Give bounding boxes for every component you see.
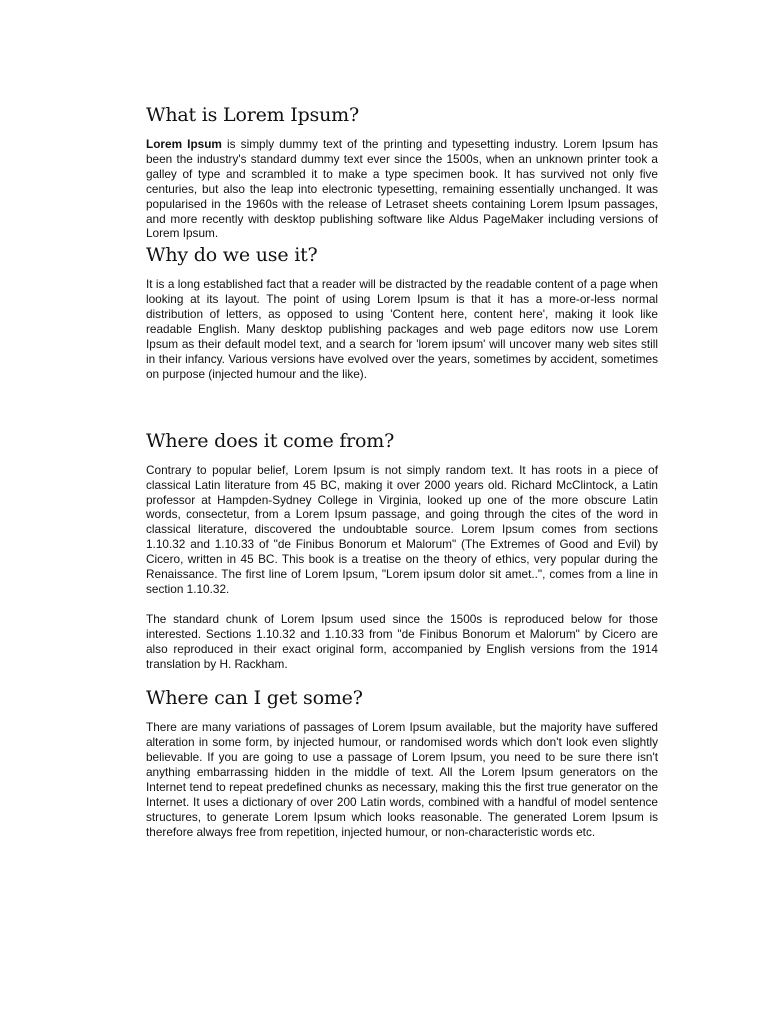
section-heading: Where can I get some? xyxy=(146,687,363,710)
section-paragraph: It is a long established fact that a reader will be distracted by the readable content of a page when looking at its layout. The point of using Lorem Ipsum is that it has a more-or-less normal distribution of letters, as opposed to using 'Content here, content here', making it look like readable English. Many desktop publishing packages and web page editors now use Lorem Ipsum as their default model text, and a search for 'lorem ipsum' will uncover many web sites still in their infancy. Various versions have evolved over the years, sometimes by accident, sometimes on purpose (injected humour and the like). xyxy=(146,277,658,381)
section-where-does-it-come-from xyxy=(146,429,658,672)
section-heading: Where does it come from? xyxy=(146,429,395,452)
section-heading: Why do we use it? xyxy=(146,244,318,267)
section-heading: What is Lorem Ipsum? xyxy=(146,104,359,126)
section-paragraph: There are many variations of passages of Lorem Ipsum available, but the majority have suffered alteration in some form, by injected humour, or randomised words which don't look even slightly believable. If you are going to use a passage of Lorem Ipsum, you need to be sure there isn't anything embarrassing hidden in the middle of text. All the Lorem Ipsum generators on the Internet tend to repeat predefined chunks as necessary, making this the first true generator on the Internet. It uses a dictionary of over 200 Latin words, combined with a handful of model sentence structures, to generate Lorem Ipsum which looks reasonable. The generated Lorem Ipsum is therefore always free from repetition, injected humour, or non-characteristic words etc. xyxy=(146,720,658,839)
section-why-do-we-use-it xyxy=(146,243,658,381)
paragraph-text: is simply dummy text of the printing and typesetting industry. Lorem Ipsum has been the industry's standard dummy text ever since the 1500s, when an unknown printer took a galley of type and scrambled it to make a type specimen book. It has survived not only five centuries, but also the leap into electronic typesetting, remaining essentially unchanged. It was popularised in the 1960s with the release of Letraset sheets containing Lorem Ipsum passages, and more recently with desktop publishing software like Aldus PageMaker including versions of Lorem Ipsum. xyxy=(146,137,659,241)
section-paragraph xyxy=(146,137,658,241)
document-content xyxy=(146,103,658,840)
section-where-can-i-get-some xyxy=(146,686,658,839)
section-paragraph: Contrary to popular belief, Lorem Ipsum is not simply random text. It has roots in a piece of classical Latin literature from 45 BC, making it over 2000 years old. Richard McClintock, a Latin professor at Hampden-Sydney College in Virginia, looked up one of the more obscure Latin words, consectetur, from a Lorem Ipsum passage, and going through the cites of the word in classical literature, discovered the undoubtable source. Lorem Ipsum comes from sections 1.10.32 and 1.10.33 of "de Finibus Bonorum et Malorum" (The Extremes of Good and Evil) by Cicero, written in 45 BC. This book is a treatise on the theory of ethics, very popular during the Renaissance. The first line of Lorem Ipsum, "Lorem ipsum dolor sit amet..", comes from a line in section 1.10.32. xyxy=(146,462,658,596)
section-what-is-lorem-ipsum xyxy=(146,103,658,241)
section-paragraph: The standard chunk of Lorem Ipsum used since the 1500s is reproduced below for those interested. Sections 1.10.32 and 1.10.33 from "de Finibus Bonorum et Malorum" by Cicero are also reproduced in their exact original form, accompanied by English versions from the 1914 translation by H. Rackham. xyxy=(146,611,658,671)
bold-lead-text: Lorem Ipsum xyxy=(146,137,222,151)
